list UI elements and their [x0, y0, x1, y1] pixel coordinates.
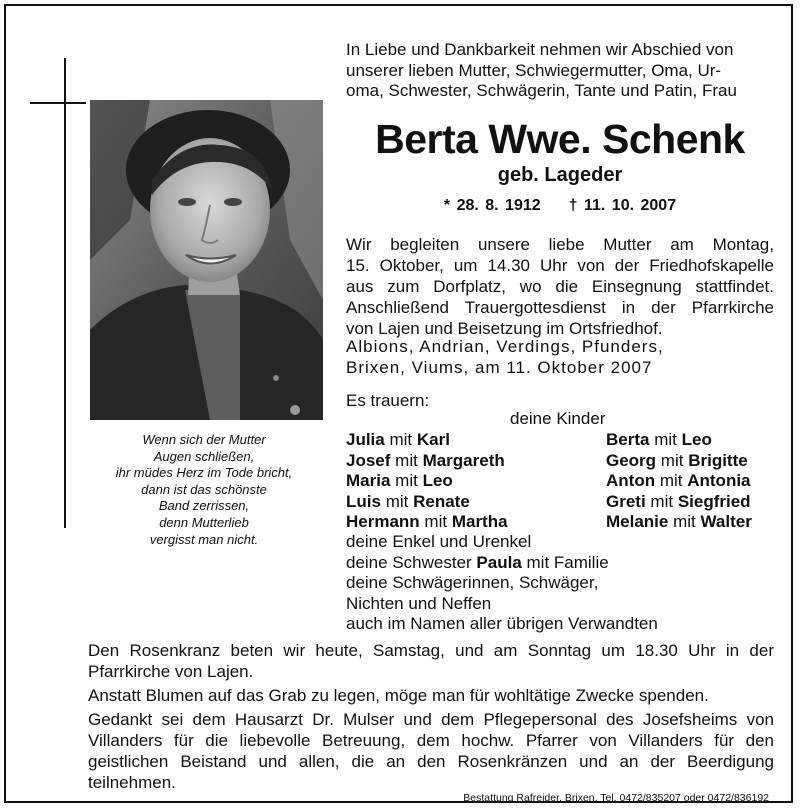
- cross-horizontal-bar: [30, 102, 86, 104]
- intro-line: unserer lieben Mutter, Schwiegermutter, Oma, Ur-: [346, 60, 722, 80]
- portrait-photo: [90, 100, 323, 420]
- relatives-line: deine Enkel und Urenkel: [346, 532, 532, 551]
- portrait-image: [90, 100, 323, 420]
- funeral-line: Wir begleiten unsere liebe Mutter am Montag,: [346, 235, 774, 254]
- memorial-poem: [98, 432, 310, 548]
- poem-line: vergisst man nicht.: [149, 531, 259, 547]
- intro-text: [346, 40, 774, 102]
- intro-line: oma, Schwester, Schwägerin, Tante und Patin, Frau: [346, 81, 737, 100]
- cross-vertical-bar: [64, 58, 66, 528]
- life-dates: [346, 197, 774, 215]
- deceased-name: Berta Wwe. Schenk: [375, 116, 745, 162]
- child-entry: Maria mit Leo: [346, 471, 453, 490]
- intro-line: In Liebe und Dankbarkeit nehmen wir Abschied von: [346, 40, 734, 59]
- child-entry: Berta mit Leo: [606, 430, 712, 449]
- death-date: † 11. 10. 2007: [568, 197, 677, 214]
- relatives-line: Nichten und Neffen: [346, 593, 492, 613]
- poem-line: Band zerrissen,: [158, 498, 250, 514]
- places-and-date: [346, 336, 774, 378]
- child-entry: Hermann mit Martha: [346, 512, 508, 531]
- relatives-list: [346, 532, 658, 635]
- children-label: deine Kinder: [510, 409, 606, 428]
- rosary-paragraph: Den Rosenkranz beten wir heute, Samstag, und am Sonntag um 18.30 Uhr in der Pfarrkirche von Lajen.: [88, 641, 774, 681]
- places-line: Albions, Andrian, Verdings, Pfunders,: [346, 337, 664, 356]
- child-entry: Julia mit Karl: [346, 430, 450, 449]
- funeral-line: von Lajen und Beisetzung im Ortsfriedhof.: [346, 319, 663, 338]
- relatives-line: auch im Namen aller übrigen Verwandten: [346, 614, 658, 633]
- funeral-line: 15. Oktober, um 14.30 Uhr von der Friedhofskapelle: [346, 256, 774, 275]
- child-entry: Melanie mit Walter: [606, 512, 752, 531]
- poem-line: dann ist das schönste: [141, 481, 267, 497]
- funeral-home-credit: Bestattung Rafreider, Brixen, Tel. 0472/835207 oder 0472/836192: [463, 792, 769, 804]
- closing-paragraphs: [88, 640, 774, 796]
- child-entry: Luis mit Renate: [346, 491, 470, 511]
- child-entry: Greti mit Siegfried: [606, 491, 751, 511]
- children-list-right: [606, 430, 752, 533]
- relatives-line: deine Schwester Paula mit Familie: [346, 552, 609, 572]
- obituary-notice: [4, 4, 793, 803]
- poem-line: denn Mutterlieb: [159, 514, 249, 530]
- child-entry: Anton mit Antonia: [606, 471, 751, 490]
- maiden-name: geb. Lageder: [497, 164, 623, 186]
- child-entry: Josef mit Margareth: [346, 450, 505, 470]
- places-line: Brixen, Viums, am 11. Oktober 2007: [346, 358, 653, 377]
- funeral-line: aus zum Dorfplatz, wo die Einsegnung stattfindet.: [346, 277, 774, 296]
- thanks-paragraph: Gedankt sei dem Hausarzt Dr. Mulser und dem Pflegepersonal des Josefsheims von Villanders für die liebevolle Betreuung, dem hochw. Pfarrer von Villanders für den geistlichen Beistand und allen, die an den Rosenkränzen und an der Beerdigung teilnehmen.: [88, 710, 774, 792]
- children-list-left: [346, 430, 508, 533]
- funeral-line: Anschließend Trauergottesdienst in der Pfarrkirche: [346, 298, 774, 317]
- child-entry: Georg mit Brigitte: [606, 450, 748, 470]
- poem-line: Wenn sich der Mutter: [142, 432, 266, 447]
- mourning-label: Es trauern:: [346, 391, 430, 410]
- relatives-line: deine Schwägerinnen, Schwäger,: [346, 573, 599, 592]
- poem-line: ihr müdes Herz im Tode bricht,: [115, 465, 293, 481]
- poem-line: Augen schließen,: [153, 448, 255, 464]
- funeral-details: [346, 234, 774, 339]
- flowers-paragraph: Anstatt Blumen auf das Grab zu legen, möge man für wohltätige Zwecke spenden.: [88, 686, 709, 705]
- birth-date: * 28. 8. 1912: [443, 197, 541, 214]
